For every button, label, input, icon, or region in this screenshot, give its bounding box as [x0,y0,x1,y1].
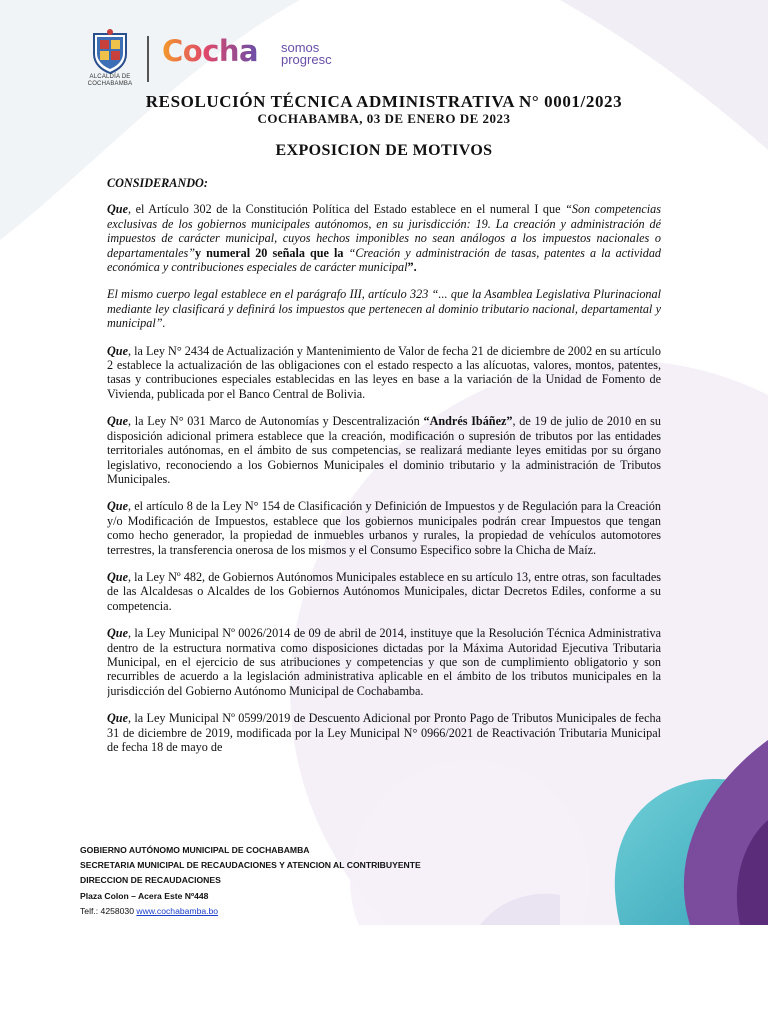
footer-line-government: GOBIERNO AUTÓNOMO MUNICIPAL DE COCHABAMBA [80,845,310,855]
footer-contact [80,904,421,919]
paragraph-8: Que, la Ley Municipal Nº 0599/2019 de Descuento Adicional por Pronto Pago de Tributos Municipales de fecha 31 de diciembre de 2019, modificada por la Ley Municipal N° 0966/2021 de Reactivación Tributaria Municipal de fecha 18 de mayo de [107,711,661,754]
footer-phone: Telf.: 4258030 [80,905,137,916]
footer-line-address: Plaza Colon – Acera Este Nº448 [80,890,209,901]
document-body [107,176,661,834]
document-title: RESOLUCIÓN TÉCNICA ADMINISTRATIVA N° 0001/2023 [145,92,623,111]
paragraph-3: Que, la Ley N° 2434 de Actualización y Mantenimiento de Valor de fecha 21 de diciembre de 2002 en su artículo 2 establece la actualización de las obligaciones con el estado respecto a las alícuotas, valores, montos, patentes, tasas y contribuciones especiales establecidas en las leyes en base a la variación de la Unidad de Fomento de Vivienda, publicada por el Banco Central de Bolivia. [107,343,661,401]
paragraph-5: Que, el artículo 8 de la Ley N° 154 de Clasificación y Definición de Impuestos y de Regulación para la Creación y/o Modificación de Impuestos, establece que los gobiernos municipales podrán crear Impuestos que tengan como hecho generador, la propiedad de inmuebles urbanos y rurales, la propiedad de vehículos automotores terrestres, la transferencia onerosa de los mismos y el Consumo Especifico sobre la Chicha de Maíz. [107,499,661,557]
municipal-seal-icon [88,28,132,74]
brand-slogan: somos progresc [281,40,332,67]
que-label: Que [107,343,128,358]
header-logos [78,28,378,90]
footer-line-secretariat: SECRETARIA MUNICIPAL DE RECAUDACIONES Y ATENCION AL CONTRIBUYENTE [80,860,421,871]
que-label: Que [107,711,128,726]
paragraph-2: El mismo cuerpo legal establece en el parágrafo III, artículo 323 “... que la Asamblea Legislativa Plurinacional mediante ley clasificará y definirá los impuestos que pertenecen al dominio tributario nacional, departamental y municipal”. [107,287,661,331]
paragraph-4: Que, la Ley N° 031 Marco de Autonomías y Descentralización “Andrés Ibáñez”, de 19 de julio de 2010 en su disposición adicional primera establece que la creación, modificación o supresión de tributos por las entidades territoriales autónomas, en el ámbito de sus competencias, se realizará mediante leyes emitidas por su órgano legislativo, reconociendo a los Gobiernos Municipales el dominio tributario y la administración de Tributos Municipales. [107,414,661,486]
paragraph-7: Que, la Ley Municipal Nº 0026/2014 de 09 de abril de 2014, instituye que la Resolución Técnica Administrativa dentro de la estructura normativa como disposiciones dictadas por la Máxima Autoridad Ejecutiva Tributaria Municipal, en el ejercicio de sus atribuciones y competencias y que son de cumplimiento obligatorio y son recurribles de acuerdo a la legislación administrativa aplicable en el ámbito de los tributos municipales en la jurisdicción del Gobierno Autónomo Municipal de Cochabamba. [107,626,661,698]
document-date: COCHABAMBA, 03 DE ENERO DE 2023 [257,111,511,126]
brand-logo-text [162,34,258,68]
paragraph-1: Que, el Artículo 302 de la Constitución Política del Estado establece en el numeral I que “Son competencias exclusivas de los gobiernos municipales autónomos, en su jurisdicción: 19. La creación y administración dé impuestos de carácter municipal, cuyos hechos imponibles no sean análogos a los impuestos nacionales o departamentales”y numeral 20 señala que la “Creación y administración de tasas, patentes a la actividad económica y contribuciones especiales de carácter municipal”. [107,202,661,275]
paragraph-6: Que, la Ley Nº 482, de Gobiernos Autónomos Municipales establece en su artículo 13, entre otras, son facultades de las Alcaldesas o Alcaldes de los Gobiernos Autónomos Municipales, dictar Decretos Ediles, conforme a su competencia. [107,569,661,613]
que-label: Que [107,626,128,641]
que-label: Que [107,414,128,429]
footer-line-direction: DIRECCION DE RECAUDACIONES [80,875,221,886]
considerando-heading: CONSIDERANDO: [107,176,208,190]
section-heading: EXPOSICION DE MOTIVOS [275,142,493,159]
que-label: Que [107,569,128,584]
seal-caption: ALCALDÍA DE COCHABAMBA [87,74,133,87]
logo-divider [147,36,149,82]
footer-website-link[interactable]: www.cochabamba.bo [136,905,219,916]
que-label: Que [107,202,128,217]
que-label: Que [107,499,128,514]
footer-address [80,843,421,919]
brand-wordmark: Cocha [162,34,259,68]
